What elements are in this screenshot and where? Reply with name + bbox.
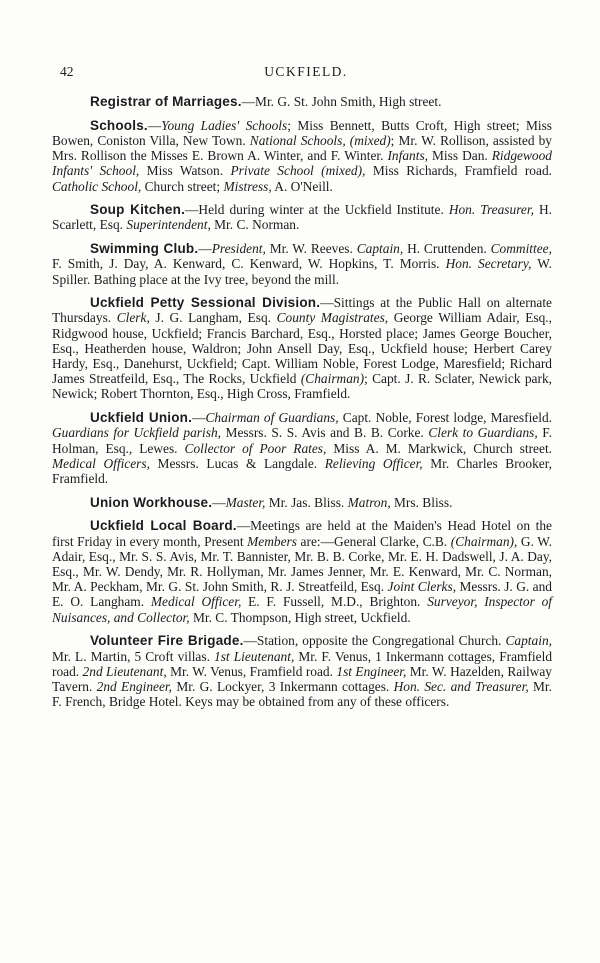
entry-italic: National Schools, (mixed) xyxy=(249,132,391,148)
entry-italic: 2nd Lieutenant, xyxy=(82,663,167,679)
entry-italic: Superintendent, xyxy=(126,217,211,233)
entry-text: Messrs. Lucas & Langdale. xyxy=(149,455,325,471)
entry-text: J. G. Langham, Esq. xyxy=(149,310,277,326)
entry-italic: 1st Lieutenant, xyxy=(214,648,295,664)
entry-text: —Meetings are held at the Maiden's Head Hotel on the first Friday in every month, Present xyxy=(52,518,553,549)
entry-text: Messrs. J. G. and E. O. Langham. xyxy=(52,579,553,610)
entry-italic: Private School (mixed), xyxy=(230,163,366,179)
entry-text: A. O'Neill. xyxy=(271,178,333,194)
entry-italic: Hon. Secretary, xyxy=(445,256,532,272)
entry-text: W. Spiller. Bathing place at the Ivy tree, beyond the mill. xyxy=(52,256,553,287)
entry-text: F. Holman, Esq., Lewes. xyxy=(52,425,552,456)
entry-italic: Young Ladies' Schools xyxy=(161,117,288,133)
entry-text: George William Adair, Esq., Ridgwood house, Uckfield; Francis Barchard, Esq., Horsted place; James George Boucher, Esq., Heatherden house, Waldron; John Ansell Day, Esq., Uckfield house; Herbert Carey Hardy, Esq., Danehurst, Uckfield; Capt. William Noble, Forest Lodge, Maresfield; Richard James Streatfeild, Esq., The Rocks, Uckfield xyxy=(52,310,553,387)
entry-text: — xyxy=(212,494,226,510)
entry-text: Mr. F. French, Bridge Hotel. Keys may be obtained from any of these officers. xyxy=(52,678,552,710)
entry-uckfield-union xyxy=(52,410,552,486)
entry-italic: Medical Officer, xyxy=(150,594,242,610)
entry-italic: 2nd Engineer, xyxy=(96,678,173,694)
entry-italic: Clerk, xyxy=(116,310,150,326)
entry-text: Mrs. Bliss. xyxy=(390,494,453,510)
entry-italic: Ridgewood Infants' School, xyxy=(52,148,553,179)
entry-heading: Union Workhouse. xyxy=(90,494,213,510)
entry-italic: Chairman of Guardians, xyxy=(205,410,339,426)
entry-text: Mr. F. Venus, 1 Inkermann cottages, Framfield road. xyxy=(52,648,553,679)
entry-italic: County Magistrates, xyxy=(276,310,389,326)
entry-text: Mr. W. Hazelden, Railway Tavern. xyxy=(52,663,552,694)
entry-text: ; Mr. W. Rollison, assisted by Mrs. Rollison the Misses E. Brown A. Winter, and F. Winter. xyxy=(52,132,553,164)
entry-text: ; Capt. J. R. Sclater, Newick park, Newick; Robert Thornton, Esq., High Cross, Framfield. xyxy=(52,371,552,402)
entry-italic: Catholic School, xyxy=(52,178,142,194)
entry-text: — xyxy=(147,117,162,133)
entry-text: Capt. Noble, Forest lodge, Maresfield. xyxy=(338,410,552,426)
entry-text: Messrs. S. S. Avis and B. B. Corke. xyxy=(221,425,429,441)
entry-soup-kitchen xyxy=(52,202,552,232)
entry-text: —Station, opposite the Congregational Church. xyxy=(243,633,506,649)
entry-text: ; Miss Bennett, Butts Croft, High street; Miss Bowen, Coniston Villa, New Town. xyxy=(52,117,552,148)
entry-italic: Captain, xyxy=(505,633,552,649)
entry-text: F. Smith, J. Day, A. Kenward, C. Kenward, W. Hopkins, T. Morris. xyxy=(52,256,446,272)
entry-heading: Swimming Club. xyxy=(90,241,199,257)
entry-petty-sessional-division xyxy=(52,295,552,401)
entry-italic: Mistress, xyxy=(223,178,272,194)
entry-text: H. Cruttenden. xyxy=(403,241,491,257)
entry-italic: 1st Engineer, xyxy=(336,663,407,679)
entry-schools xyxy=(52,118,552,194)
entry-text: —Held during winter at the Uckfield Institute. xyxy=(185,202,449,218)
entry-text: Church street; xyxy=(141,178,224,194)
entry-heading: Uckfield Union. xyxy=(90,410,193,426)
entry-italic: Hon. Treasurer, xyxy=(448,202,534,218)
entry-text: — xyxy=(192,410,206,426)
entry-union-workhouse xyxy=(52,495,552,510)
entry-italic: (Chairman) xyxy=(450,533,514,549)
entry-text: Mr. L. Martin, 5 Croft villas. xyxy=(52,648,214,664)
entry-italic: President, xyxy=(211,241,266,257)
entry-swimming-club xyxy=(52,241,552,287)
entry-italic: Hon. Sec. and Treasurer, xyxy=(393,678,529,694)
entry-fire-brigade xyxy=(52,633,552,709)
entry-text: Miss Richards, Framfield road. xyxy=(365,163,552,179)
entry-text: Mr. W. Venus, Framfield road. xyxy=(166,663,337,679)
entry-text: —Mr. G. St. John Smith, High street. xyxy=(241,94,442,109)
entry-italic: Master, xyxy=(225,494,266,510)
entry-italic: Clerk to Guardians, xyxy=(428,425,538,441)
entry-text: Mr. C. Norman. xyxy=(210,217,300,233)
entry-heading: Soup Kitchen. xyxy=(90,202,186,218)
entry-italic: (Chairman) xyxy=(300,371,365,387)
entry-text: Mr. G. Lockyer, 3 Inkermann cottages. xyxy=(172,678,394,694)
entry-italic: Matron, xyxy=(347,494,391,510)
entry-text: E. F. Fussell, M.D., Brighton. xyxy=(241,594,428,610)
entry-text: — xyxy=(198,241,212,257)
entry-text: Miss Watson. xyxy=(139,163,231,179)
entry-italic: Guardians for Uckfield parish, xyxy=(52,425,221,441)
entry-heading: Uckfield Petty Sessional Division. xyxy=(90,295,321,311)
entry-registrar-of-marriages xyxy=(52,94,552,109)
entry-text: are:—General Clarke, C.B. xyxy=(296,533,451,549)
entry-italic: Committee, xyxy=(490,241,552,257)
entry-heading: Schools. xyxy=(90,117,148,133)
page-number: 42 xyxy=(60,64,74,79)
directory-body xyxy=(52,94,552,718)
entry-italic: Collector of Poor Rates, xyxy=(184,440,327,456)
entry-heading: Volunteer Fire Brigade. xyxy=(90,633,244,649)
entry-italic: Joint Clerks, xyxy=(387,579,457,595)
entry-text: Miss Dan. xyxy=(428,148,492,164)
entry-heading: Uckfield Local Board. xyxy=(90,518,237,534)
page-title: UCKFIELD. xyxy=(264,64,348,79)
entry-heading: Registrar of Marriages. xyxy=(90,94,242,109)
running-header xyxy=(60,64,552,84)
entry-italic: Infants, xyxy=(387,148,429,164)
entry-text: , G. W. Adair, Esq., Mr. S. S. Avis, Mr. T. Bannister, Mr. B. B. Corke, Mr. E. H. Dadswell, J. A. Day, Esq., Mr. W. Dendy, Mr. R. Hollyman, Mr. James Jenner, Mr. E. Kenward, Mr. C. Norman, Mr. A. Peckham, Mr. G. St. John Smith, R. J. Streatfeild, Esq. xyxy=(52,533,553,595)
entry-italic: Captain, xyxy=(356,241,404,257)
entry-text: Mr. Jas. Bliss. xyxy=(265,494,348,510)
entry-text: H. Scarlett, Esq. xyxy=(52,202,552,233)
entry-local-board xyxy=(52,518,552,624)
entry-text: Mr. Charles Brooker, Framfield. xyxy=(52,455,552,486)
entry-text: Miss A. M. Markwick, Church street. xyxy=(326,440,553,456)
entry-text: Mr. C. Thompson, High street, Uckfield. xyxy=(189,609,411,625)
entry-text: —Sittings at the Public Hall on alternate Thursdays. xyxy=(52,295,552,326)
entry-italic: Relieving Officer, xyxy=(324,455,423,471)
entry-italic: Members xyxy=(247,533,297,549)
entry-italic: Medical Officers, xyxy=(52,455,150,471)
entry-italic: Surveyor, Inspector of Nuisances, and Collector, xyxy=(52,594,552,625)
entry-text: Mr. W. Reeves. xyxy=(265,241,357,257)
